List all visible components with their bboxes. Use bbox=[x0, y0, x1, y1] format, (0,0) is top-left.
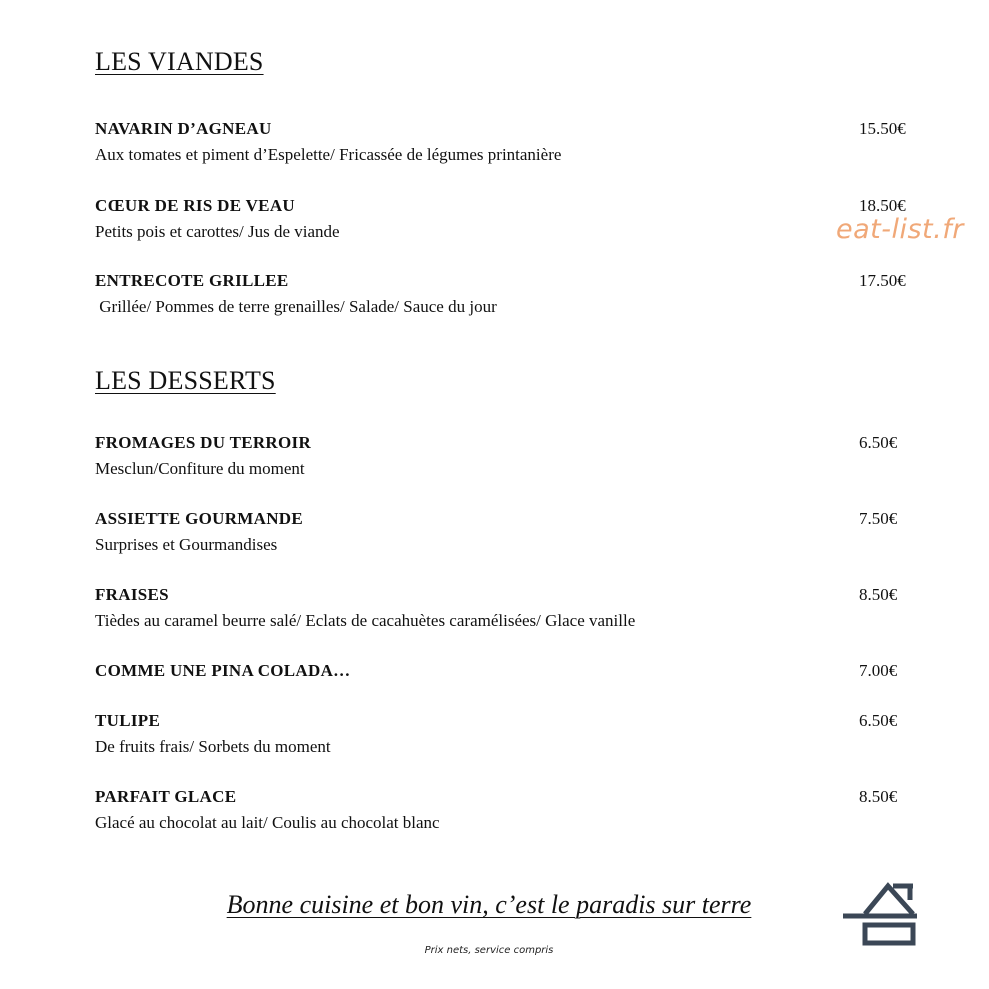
logo-roof bbox=[865, 886, 913, 914]
menu-item-coeur-de-ris bbox=[95, 196, 910, 242]
menu-item-tulipe bbox=[95, 711, 910, 757]
item-description: Aux tomates et piment d’Espelette/ Fricassée de légumes printanière bbox=[95, 145, 562, 164]
item-description: De fruits frais/ Sorbets du moment bbox=[95, 737, 331, 756]
item-description: Glacé au chocolat au lait/ Coulis au chocolat blanc bbox=[95, 813, 440, 832]
item-description: Surprises et Gourmandises bbox=[95, 535, 278, 554]
watermark: eat-list.fr bbox=[836, 214, 964, 245]
item-name: FRAISES bbox=[95, 585, 169, 604]
item-price: 18.50€ bbox=[859, 196, 906, 215]
menu-item-fromages bbox=[95, 433, 910, 479]
menu-item-navarin bbox=[95, 119, 910, 165]
item-price: 8.50€ bbox=[859, 787, 898, 806]
menu-item-assiette-gourmande bbox=[95, 509, 910, 555]
item-description: Grillée/ Pommes de terre grenailles/ Salade/ Sauce du jour bbox=[95, 297, 497, 316]
item-description: Petits pois et carottes/ Jus de viande bbox=[95, 222, 340, 241]
menu-item-entrecote bbox=[95, 271, 910, 317]
item-name: ENTRECOTE GRILLEE bbox=[95, 271, 289, 290]
section-title-desserts: LES DESSERTS bbox=[95, 366, 276, 395]
item-name: TULIPE bbox=[95, 711, 161, 730]
item-description: Tièdes au caramel beurre salé/ Eclats de cacahuètes caramélisées/ Glace vanille bbox=[95, 611, 636, 630]
item-price: 15.50€ bbox=[859, 119, 906, 138]
menu-item-pina-colada bbox=[95, 661, 910, 681]
item-name: CŒUR DE RIS DE VEAU bbox=[95, 196, 295, 215]
item-name: FROMAGES DU TERROIR bbox=[95, 433, 312, 452]
menu-item-fraises bbox=[95, 585, 910, 631]
item-price: 6.50€ bbox=[859, 433, 898, 452]
item-name: COMME UNE PINA COLADA… bbox=[95, 661, 351, 680]
house-logo-icon bbox=[843, 880, 919, 946]
footnote: Prix nets, service compris bbox=[424, 945, 554, 956]
item-name: ASSIETTE GOURMANDE bbox=[95, 509, 304, 528]
item-price: 6.50€ bbox=[859, 711, 898, 730]
item-price: 8.50€ bbox=[859, 585, 898, 604]
item-description: Mesclun/Confiture du moment bbox=[95, 459, 305, 478]
item-price: 17.50€ bbox=[859, 271, 906, 290]
logo-base bbox=[865, 925, 913, 943]
item-name: NAVARIN D’AGNEAU bbox=[95, 119, 272, 138]
slogan: Bonne cuisine et bon vin, c’est le paradis sur terre bbox=[226, 890, 752, 919]
item-name: PARFAIT GLACE bbox=[95, 787, 237, 806]
menu-item-parfait-glace bbox=[95, 787, 910, 833]
section-title-viandes: LES VIANDES bbox=[95, 47, 264, 76]
item-price: 7.00€ bbox=[859, 661, 898, 680]
item-price: 7.50€ bbox=[859, 509, 898, 528]
